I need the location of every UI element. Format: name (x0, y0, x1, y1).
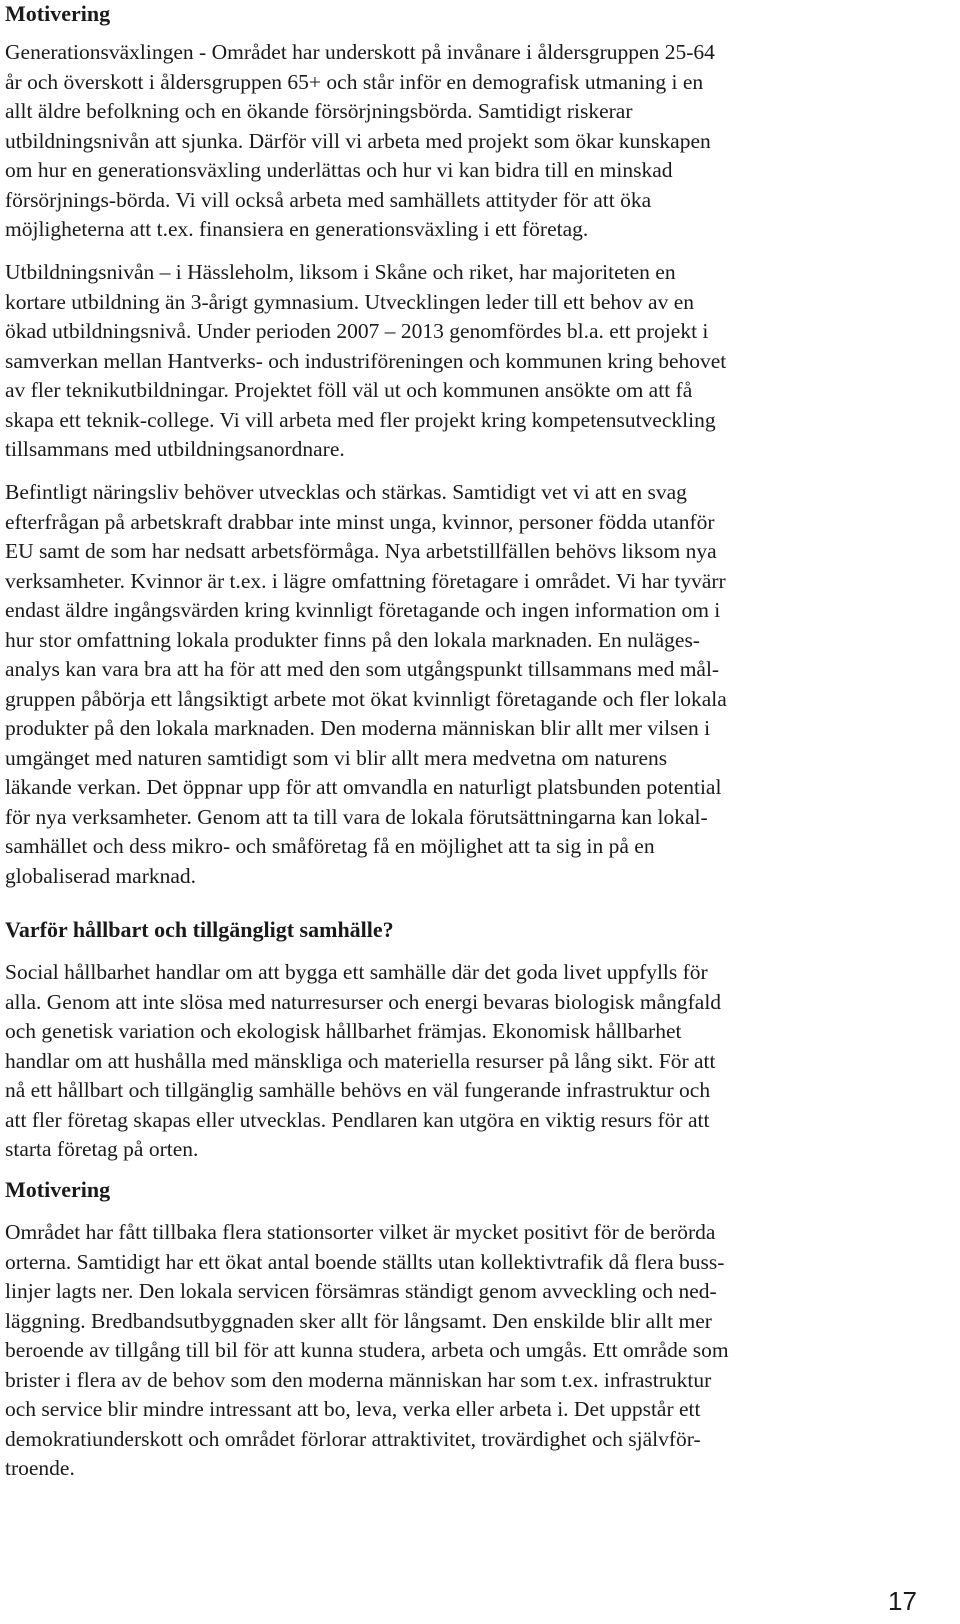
paragraph-social-hallbarhet: Social hållbarhet handlar om att bygga ett samhälle där det goda livet uppfylls för alla. Genom att inte slösa med naturresurser och energi bevaras biologisk mångfald och genetisk variation och ekologisk hållbarhet främjas. Ekonomisk hållbarhet handlar om att hushålla med mänskliga och materiella resurser på lång sikt. För att nå ett hållbart och tillgänglig samhälle behövs en väl fungerande infrastruktur och att fler företag skapas eller utvecklas. Pendlaren kan utgöra en viktig resurs för att starta företag på orten. (5, 960, 722, 1161)
section-heading-hallbart: Varför hållbart och tillgängligt samhälle? (5, 917, 394, 942)
paragraph-naringsliv: Befintligt näringsliv behöver utvecklas och stärkas. Samtidigt vet vi att en svag efterfrågan på arbetskraft drabbar inte minst unga, kvinnor, personer födda utanför EU samt de som har nedsatt arbetsförmåga. Nya arbetstillfällen behövs liksom nya verksamheter. Kvinnor är t.ex. i lägre omfattning företagare i området. Vi har tyvärr endast äldre ingångsvärden kring kvinnligt företagande och ingen information om i hur stor omfattning lokala produkter finns på den lokala marknaden. En nuläges- analys kan vara bra att ha för att med den som utgångspunkt tillsammans med mål- gruppen påbörja ett långsiktigt arbete mot ökat kvinnligt företagande och fler lokala produkter på den lokala marknaden. Den moderna människan blir allt mer vilsen i umgänget med naturen samtidigt som vi blir allt mera medvetna om naturens läkande verkan. Det öppnar upp för att omvandla en naturligt platsbunden potential för nya verksamheter. Genom att ta till vara de lokala förutsättningarna kan lokal- samhället och dess mikro- och småföretag få en möjlighet att ta sig in på en globaliserad marknad. (5, 480, 727, 888)
page-number: 17 (888, 1586, 917, 1616)
paragraph-utbildningsnivan: Utbildningsnivån – i Hässleholm, liksom i Skåne och riket, har majoriteten en kortare utbildning än 3-årigt gymnasium. Utvecklingen leder till ett behov av en ökad utbildningsnivå. Under perioden 2007 – 2013 genomfördes bl.a. ett projekt i samverkan mellan Hantverks- och industriföreningen och kommunen kring behovet av fler teknikutbildningar. Projektet föll väl ut och kommunen ansökte om att få skapa ett teknik-college. Vi vill arbeta med fler projekt kring kompetensutveckling tillsammans med utbildningsanordnare. (5, 260, 727, 461)
paragraph-stationsorter: Området har fått tillbaka flera stationsorter vilket är mycket positivt för de berörda orterna. Samtidigt har ett ökat antal boende ställts utan kollektivtrafik då flera buss- linjer lagts ner. Den lokala servicen försämras ständigt genom avveckling och ned- läggning. Bredbandsutbyggnaden sker allt för långsamt. Den enskilde blir allt mer beroende av tillgång till bil för att kunna studera, arbeta och umgås. Ett område som brister i flera av de behov som den moderna människan har som t.ex. infrastruktur och service blir mindre intressant att bo, leva, verka eller arbeta i. Det uppstår ett demokratiunderskott och området förlorar attraktivitet, trovärdighet och självför- troende. (5, 1220, 729, 1480)
paragraph-generationsvaxlingen: Generationsväxlingen - Området har underskott på invånare i åldersgruppen 25-64 år och överskott i åldersgruppen 65+ och står inför en demografisk utmaning i en allt äldre befolkning och en ökande försörjningsbörda. Samtidigt riskerar utbildningsnivån att sjunka. Därför vill vi arbeta med projekt som ökar kunskapen om hur en generationsväxling underlättas och hur vi kan bidra till en minskad försörjnings-börda. Vi vill också arbeta med samhällets attityder för att öka möjligheterna att t.ex. finansiera en generationsväxling i ett företag. (5, 40, 715, 241)
section-heading-motivering: Motivering (5, 1, 111, 26)
section-heading-motivering-2: Motivering (5, 1177, 111, 1202)
